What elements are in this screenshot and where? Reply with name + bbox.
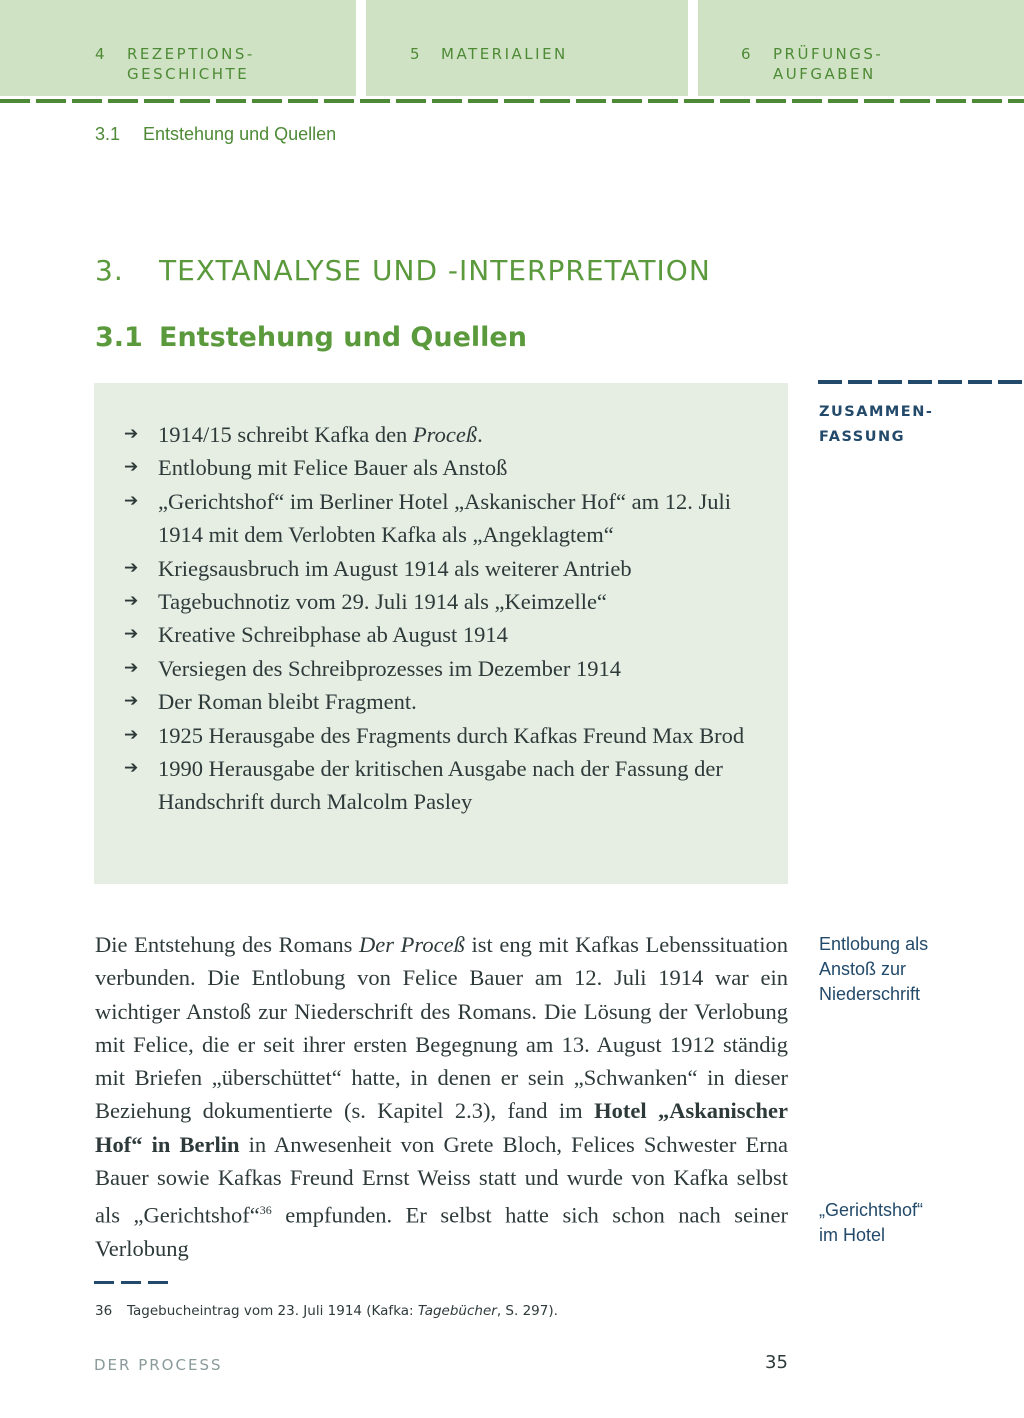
summary-item-text: 1990 Herausgabe der kritischen Ausgabe nach der Fassung der Handschrift durch Malcolm Pasley	[158, 756, 723, 815]
footnote-text-end: , S. 297).	[496, 1303, 558, 1319]
footnote-number: 36	[95, 1303, 113, 1319]
summary-item-text: Der Roman bleibt Fragment.	[158, 689, 417, 715]
summary-item-text: Versiegen des Schreibprozesses im Dezember 1914	[158, 655, 621, 681]
chapter-heading	[95, 254, 711, 287]
summary-item-text-end: .	[477, 422, 483, 447]
body-text-segment: ist eng mit Kafkas Lebenssituation verbunden. Die Entlobung von Felice Bauer am 12. Juli 1914 war ein wichtiger Anstoß zur Niederschrift des Romans. Die Lösung der Verlobung mit Felice, die er seit ihrer ersten Begegnung am 13. August 1912 ständig mit Briefen „überschüttet“ hatte, in denen er sein „Schwanken“ in dieser Beziehung dokumentierte (s. Kapitel 2.3), fand im	[95, 932, 788, 1124]
arrow-right-icon: ➔	[124, 624, 139, 645]
tab-number: 4	[95, 45, 108, 63]
tab-rezeptionsgeschichte[interactable]	[0, 0, 356, 96]
summary-item-text: 1914/15 schreibt Kafka den	[158, 422, 413, 447]
body-paragraph	[95, 928, 788, 1265]
book-title-italic: Der Proceß	[359, 932, 465, 957]
margin-note-entlobung: Entlobung als Anstoß zur Niederschrift	[819, 934, 929, 1004]
chapter-title: TEXTANALYSE UND -INTERPRETATION	[159, 254, 711, 287]
summary-list	[124, 418, 764, 819]
summary-item	[124, 685, 764, 718]
summary-item-text: Kriegsausbruch im August 1914 als weiterer Antrieb	[158, 555, 632, 581]
tab-number: 6	[741, 45, 754, 63]
header-dashed-divider	[0, 99, 1024, 103]
arrow-right-icon: ➔	[124, 424, 139, 444]
footnote	[95, 1303, 558, 1319]
summary-item-text: Entlobung mit Felice Bauer als Anstoß	[158, 455, 508, 481]
arrow-right-icon: ➔	[124, 691, 139, 712]
summary-item	[124, 719, 764, 752]
summary-item	[124, 585, 764, 618]
section-title: Entstehung und Quellen	[159, 322, 527, 353]
arrow-right-icon: ➔	[124, 758, 139, 779]
footnote-text-italic: Tagebücher	[417, 1303, 497, 1319]
body-text-segment: empfunden. Er selbst hatte sich schon nach seiner Verlobung	[95, 1202, 788, 1262]
section-heading	[95, 322, 527, 353]
footnote-reference[interactable]: 36	[259, 1203, 272, 1218]
summary-item	[124, 485, 764, 552]
running-head-title: Entstehung und Quellen	[143, 124, 337, 144]
tab-pruefungsaufgaben[interactable]	[698, 0, 1024, 96]
summary-item	[124, 652, 764, 685]
running-head-number: 3.1	[95, 124, 121, 144]
section-number: 3.1	[95, 322, 143, 353]
summary-item-italic: Proceß	[412, 422, 478, 447]
body-text-segment: Die Entstehung des Romans	[95, 932, 360, 957]
tab-label: PRÜFUNGS- AUFGABEN	[773, 45, 884, 83]
summary-item	[124, 451, 764, 484]
arrow-right-icon: ➔	[124, 657, 139, 678]
page-number: 35	[765, 1352, 788, 1373]
summary-item-text: Kreative Schreibphase ab August 1914	[158, 622, 508, 648]
summary-item-text: 1925 Herausgabe des Fragments durch Kafkas Freund Max Brod	[158, 722, 745, 748]
arrow-right-icon: ➔	[124, 457, 139, 478]
margin-note-gerichtshof: „Gerichtshof“ im Hotel	[819, 1200, 924, 1245]
tab-materialien[interactable]	[366, 0, 688, 96]
summary-item	[124, 752, 764, 819]
arrow-right-icon: ➔	[124, 490, 139, 511]
summary-item-text: Tagebuchnotiz vom 29. Juli 1914 als „Keimzelle“	[158, 589, 607, 615]
summary-box	[94, 383, 788, 884]
summary-item	[124, 418, 764, 451]
tab-label: REZEPTIONS- GESCHICHTE	[127, 45, 255, 83]
tab-number: 5	[410, 45, 423, 63]
running-head	[95, 124, 336, 145]
body-text-bold: Hotel „Askanischer Hof“ in Berlin	[95, 1098, 788, 1157]
tab-label: MATERIALIEN	[441, 45, 568, 63]
footnote-divider	[94, 1281, 168, 1284]
summary-label: ZUSAMMEN- FASSUNG	[819, 404, 934, 445]
arrow-right-icon: ➔	[124, 724, 139, 745]
summary-item	[124, 618, 764, 651]
summary-item-text: „Gerichtshof“ im Berliner Hotel „Askanischer Hof“ am 12. Juli 1914 mit dem Verlobten Kafka als „Angeklagtem“	[158, 488, 731, 548]
arrow-right-icon: ➔	[124, 557, 139, 578]
footer-book-title: DER PROCESS	[94, 1356, 223, 1374]
arrow-right-icon: ➔	[124, 591, 139, 612]
footnote-text: Tagebucheintrag vom 23. Juli 1914 (Kafka:	[127, 1303, 418, 1319]
summary-item	[124, 552, 764, 585]
chapter-number: 3.	[95, 254, 124, 287]
chapter-nav-tabs	[0, 0, 1024, 96]
body-text-segment: in Anwesenheit von Grete Bloch, Felices Schwester Erna Bauer sowie Kafkas Freund Ernst Weiss statt und wurde von Kafka selbst als „Gerichtshof“	[95, 1131, 788, 1228]
summary-side-divider	[818, 380, 1024, 384]
